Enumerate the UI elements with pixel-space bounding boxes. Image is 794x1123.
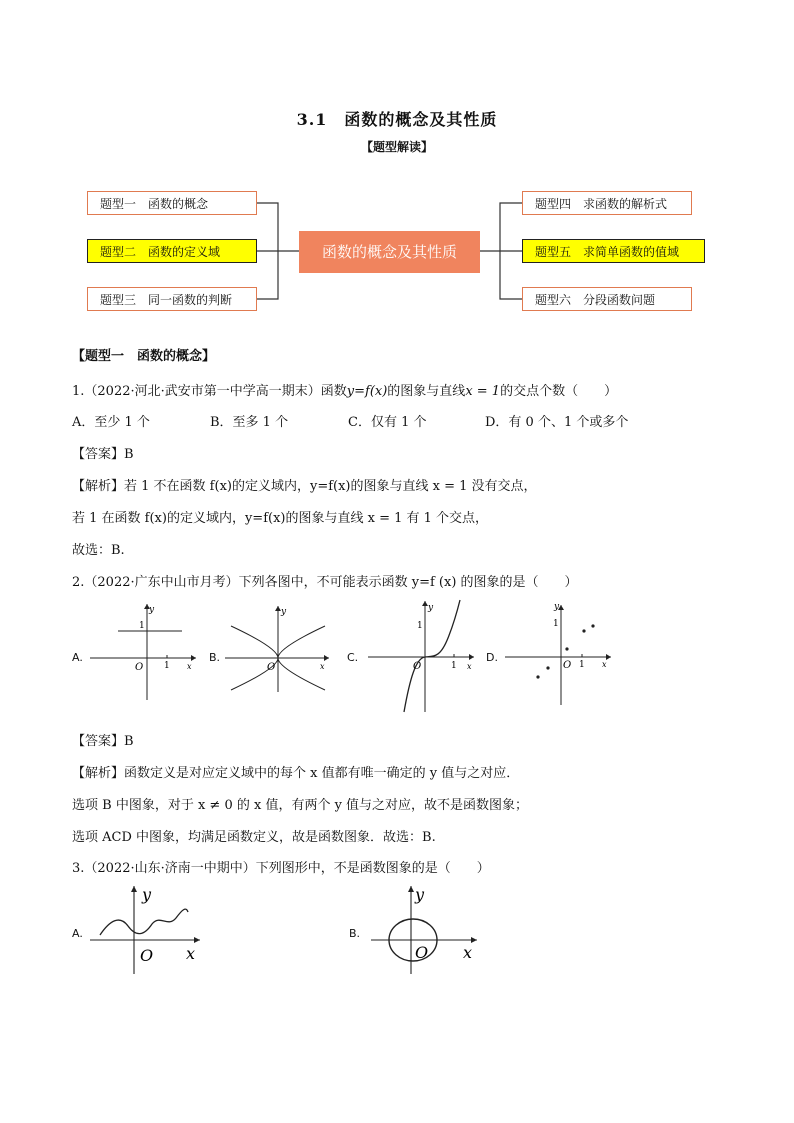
q2-analysis-line-3: 选项 ACD 中图象，均满足函数定义，故是函数图象．故选：B.	[72, 830, 436, 845]
axis-x-label: x	[320, 662, 325, 671]
q2-analysis-label: 【解析】	[72, 766, 125, 781]
q3-graph-b	[365, 882, 485, 977]
q3-label-a: A.	[72, 927, 83, 940]
mindmap-item-type1: 题型一 函数的概念	[87, 191, 257, 215]
question-1	[72, 380, 617, 399]
axis-x-label: x	[467, 662, 472, 671]
question-3: 3.（2022·山东·济南一中期中）下列图形中，不是函数图象的是（ ）	[72, 861, 490, 876]
q2-answer	[72, 730, 134, 749]
q1-answer	[72, 443, 134, 462]
mindmap-connectors	[0, 0, 794, 330]
q2-graph-d	[505, 600, 615, 710]
axis-x-label: x	[463, 943, 473, 962]
q2-analysis-line-2: 选项 B 中图象，对于 x ≠ 0 的 x 值，有两个 y 值与之对应，故不是函数图象；	[72, 798, 529, 813]
question-2: 2.（2022·广东中山市月考）下列各图中，不可能表示函数 y=f (x) 的图象的是（ ）	[72, 575, 578, 590]
q2-analysis-line-1: 【解析】函数定义是对应定义域中的每个 x 值都有唯一确定的 y 值与之对应．	[72, 766, 520, 781]
axis-y-label: y	[554, 602, 560, 612]
section-heading: 【题型一 函数的概念】	[72, 349, 216, 364]
axis-x-label: x	[187, 662, 192, 671]
q2-label-b: B.	[209, 651, 221, 664]
q1-option-a: A．至少 1 个	[72, 415, 150, 430]
q1-option-c: C．仅有 1 个	[348, 415, 427, 430]
page-title: 3.1 函数的概念及其性质	[296, 110, 498, 129]
q1-func: y=f(x)	[346, 384, 388, 399]
tick-label-1: 1	[451, 661, 457, 671]
q3-graph-a	[88, 882, 208, 977]
q1-suffix: 的交点个数（ ）	[500, 384, 618, 399]
q1-answer-label: 【答案】	[72, 447, 125, 462]
tick-label-1: 1	[164, 661, 170, 671]
origin-label: O	[563, 660, 572, 671]
origin-label: O	[140, 946, 154, 965]
q2-label-d: D.	[486, 651, 498, 664]
axis-x-label: x	[186, 944, 196, 963]
tick-label-1: 1	[553, 619, 559, 629]
q1-line: x = 1	[465, 384, 501, 399]
q2-graph-b	[225, 600, 335, 695]
q1-analysis-line-1: 【解析】若 1 不在函数 f(x)的定义域内，y=f(x)的图象与直线 x = 1 没有交点，	[72, 479, 537, 494]
q1-option-b: B．至多 1 个	[210, 415, 289, 430]
axis-y-label: y	[428, 603, 434, 613]
q2-answer-value: B	[124, 734, 134, 749]
q2-graph-c	[368, 598, 478, 714]
axis-y-label: y	[149, 605, 155, 615]
mindmap-item-type3: 题型三 同一函数的判断	[87, 287, 257, 311]
q1-analysis-line-2: 若 1 在函数 f(x)的定义域内，y=f(x)的图象与直线 x = 1 有 1 个交点，	[72, 511, 489, 526]
q1-option-d: D．有 0 个、1 个或多个	[485, 415, 629, 430]
mindmap-center: 函数的概念及其性质	[299, 231, 480, 273]
tick-label-1: 1	[417, 621, 423, 631]
q2-label-a: A.	[72, 651, 83, 664]
tick-label-1: 1	[579, 660, 585, 670]
q2-graph-a	[90, 600, 200, 710]
q1-answer-value: B	[124, 447, 134, 462]
q1-mid: 的图象与直线	[387, 384, 466, 399]
section-subtitle: 【题型解读】	[360, 140, 433, 154]
origin-label: O	[413, 661, 422, 672]
origin-label: O	[135, 662, 144, 673]
q2-label-c: C.	[347, 651, 359, 664]
mindmap-item-type4: 题型四 求函数的解析式	[522, 191, 692, 215]
origin-label: O	[267, 662, 276, 673]
q1-analysis-line-3: 故选：B.	[72, 543, 125, 558]
axis-x-label: x	[602, 660, 607, 669]
mindmap-item-type5: 题型五 求简单函数的值域	[522, 239, 705, 263]
axis-y-label: y	[142, 885, 152, 904]
q3-label-b: B.	[349, 927, 361, 940]
mindmap-item-type2: 题型二 函数的定义域	[87, 239, 257, 263]
q1-analysis-label: 【解析】	[72, 479, 125, 494]
axis-y-label: y	[281, 607, 287, 617]
tick-label-1: 1	[139, 621, 145, 631]
mindmap-item-type6: 题型六 分段函数问题	[522, 287, 692, 311]
origin-label: O	[415, 943, 429, 962]
axis-y-label: y	[415, 885, 425, 904]
q2-answer-label: 【答案】	[72, 734, 125, 749]
q1-prefix: 1.（2022·河北·武安市第一中学高一期末）函数	[72, 384, 347, 399]
